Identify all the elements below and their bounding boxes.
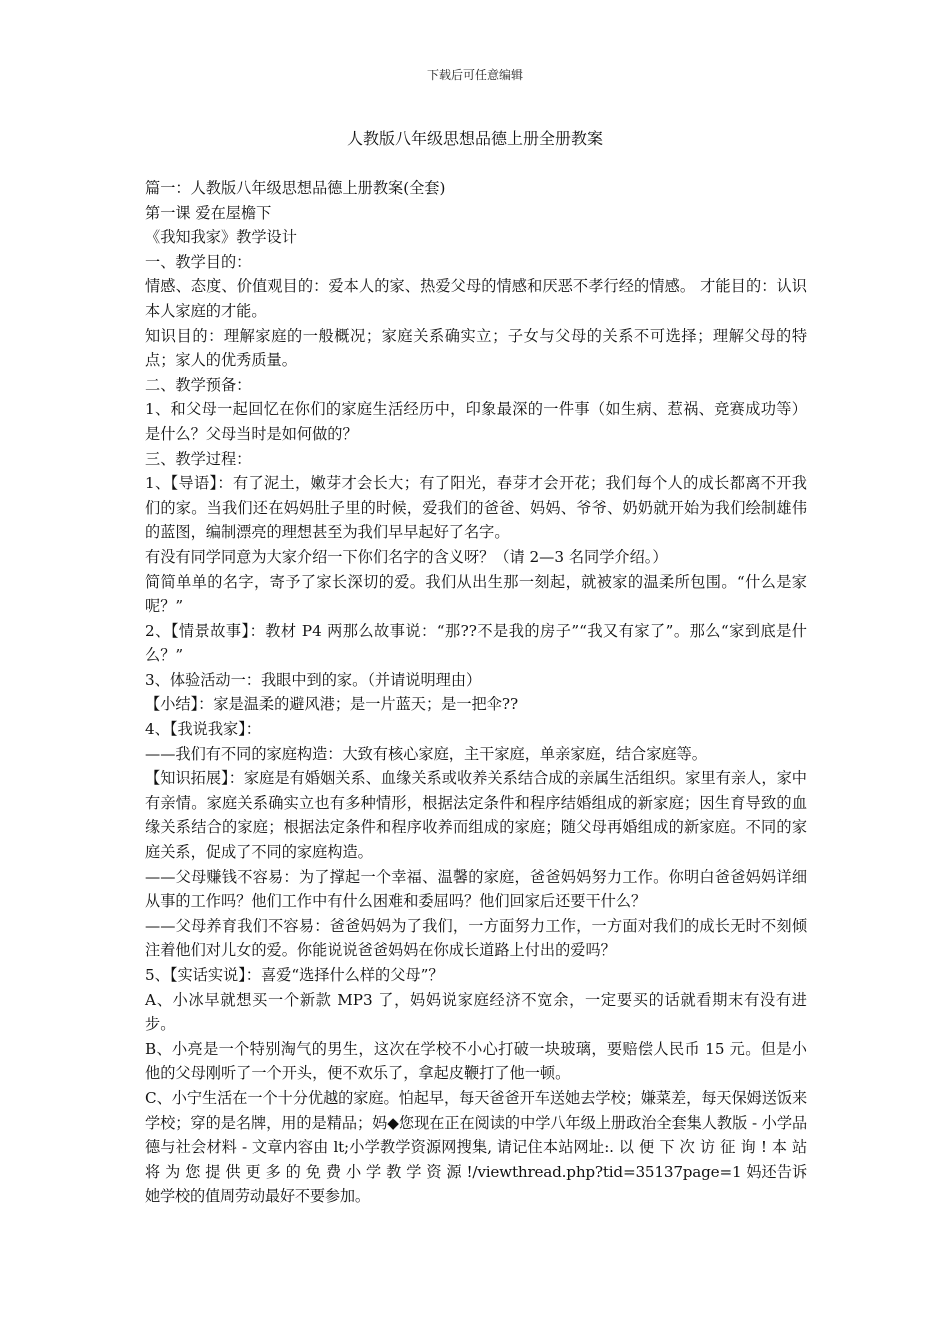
paragraph: 1、和父母一起回忆在你们的家庭生活经历中，印象最深的一件事（如生病、惹祸、竞赛成功等）是什么？父母当时是如何做的？ bbox=[145, 400, 807, 443]
paragraph: 三、教学过程： bbox=[145, 449, 252, 468]
paragraph: 【知识拓展】：家庭是有婚姻关系、血缘关系或收养关系结合成的亲属生活组织。家里有亲人，家中有亲情。家庭关系确实立也有多种情形，根据法定条件和程序结婚组成的新家庭；因生育导致的血缘关系结合的家庭；根据法定条件和程序收养而组成的家庭；随父母再婚组成的新家庭。不同的家庭关系，促成了不同的家庭构造。 bbox=[145, 769, 807, 862]
paragraph: ——我们有不同的家庭构造：大致有核心家庭，主干家庭，单亲家庭，结合家庭等。 bbox=[145, 744, 707, 763]
paragraph: 知识目的：理解家庭的一般概况；家庭关系确实立；子女与父母的关系不可选择；理解父母的特点；家人的优秀质量。 bbox=[145, 326, 807, 370]
document-title: 人教版八年级思想品德上册全册教案 bbox=[346, 129, 603, 148]
paragraph: 【小结】：家是温柔的避风港；是一片蓝天；是一把伞?? bbox=[145, 695, 519, 714]
paragraph: ——父母赚钱不容易：为了撑起一个幸福、温馨的家庭，爸爸妈妈努力工作。你明白爸爸妈妈详细从事的工作吗？他们工作中有什么困难和委屈吗？他们回家后还要干什么？ bbox=[145, 867, 807, 911]
header-note: 下载后可任意编辑 bbox=[426, 68, 523, 82]
paragraph: ——父母养育我们不容易：爸爸妈妈为了我们，一方面努力工作，一方面对我们的成长无时不刻倾注着他们对儿女的爱。你能说说爸爸妈妈在你成长道路上付出的爱吗？ bbox=[145, 916, 807, 960]
paragraph: 第一课 爱在屋檐下 bbox=[145, 203, 272, 222]
paragraph: 二、教学预备： bbox=[145, 375, 252, 394]
paragraph: A、小冰早就想买一个新款 MP3 了，妈妈说家庭经济不宽余，一定要买的话就看期末有没有进步。 bbox=[145, 990, 807, 1034]
paragraph: 《我知我家》教学设计 bbox=[145, 228, 297, 247]
paragraph: 一、教学目的： bbox=[145, 252, 252, 271]
paragraph: 篇一：人教版八年级思想品德上册教案(全套) bbox=[145, 179, 446, 197]
paragraph: 简简单单的名字，寄予了家长深切的爱。我们从出生那一刻起，就被家的温柔所包围。“什么是家呢？” bbox=[145, 572, 807, 616]
paragraph: C、小宁生活在一个十分优越的家庭。怕起早，每天爸爸开车送她去学校；嫌菜差，每天保姆送饭来学校；穿的是名牌，用的是精品；妈◆您现在正在阅读的中学八年级上册政治全套集人教版 - 小学品德与社会材料 - 文章内容由 lt;小学教学资源网搜集, 请记住本站网址:. 以 便 下 次 访 征 询 ! 本 站 将 为 您 提 供 更 多 的 免 费 小 学 教 学 资 源 !/viewthread.php?tid=35137page=1 妈还告诉她学校的值周劳动最好不要参加。 bbox=[145, 1088, 807, 1206]
paragraph: 有没有同学同意为大家介绍一下你们名字的含义呀？（请 2—3 名同学介绍。） bbox=[145, 547, 668, 566]
paragraph: 4、【我说我家】： bbox=[145, 720, 261, 739]
document-body bbox=[145, 176, 807, 1209]
paragraph: 3、体验活动一：我眼中到的家。（并请说明理由） bbox=[145, 670, 482, 689]
paragraph: 情感、态度、价值观目的：爱本人的家、热爱父母的情感和厌恶不孝行经的情感。 才能目的：认识本人家庭的才能。 bbox=[145, 277, 807, 320]
paragraph: 2、【情景故事】：教材 P4 两那么故事说：“那??不是我的房子”“我又有家了”。那么“家到底是什么？” bbox=[145, 621, 807, 665]
paragraph: 1、【导语】：有了泥土，嫩芽才会长大；有了阳光，春芽才会开花；我们每个人的成长都离不开我们的家。当我们还在妈妈肚子里的时候，爱我们的爸爸、妈妈、爷爷、奶奶就开始为我们绘制雄伟的蓝图，编制漂亮的理想甚至为我们早早起好了名字。 bbox=[145, 474, 807, 542]
paragraph: 5、【实话实说】：喜爱“选择什么样的父母”？ bbox=[145, 966, 444, 984]
paragraph: B、小亮是一个特别淘气的男生，这次在学校不小心打破一块玻璃，要赔偿人民币 15 元。但是小他的父母刚听了一个开头，便不欢乐了，拿起皮鞭打了他一顿。 bbox=[145, 1039, 807, 1083]
